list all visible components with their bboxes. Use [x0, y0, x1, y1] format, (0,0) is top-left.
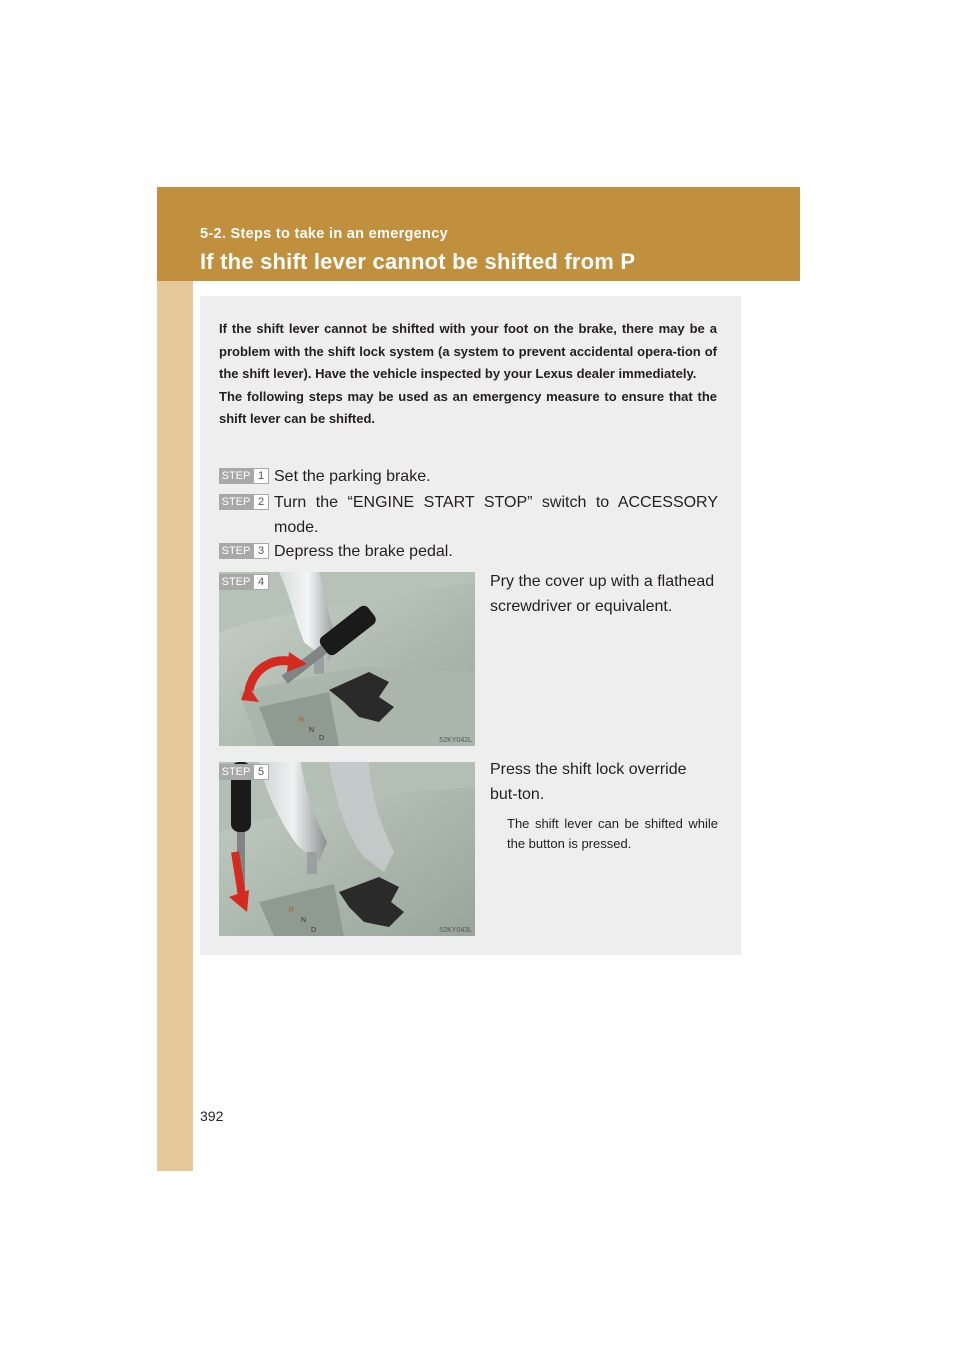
side-strip: [157, 281, 193, 1171]
step-3-text: Depress the brake pedal.: [274, 543, 453, 560]
intro-paragraph: If the shift lever cannot be shifted with your foot on the brake, there may be a problem with the shift lock system (a system to prevent accidental opera-tion of the shift lever). Have the vehicle inspected by your Lexus dealer immediately.: [219, 321, 717, 381]
step-label: STEP: [219, 543, 253, 559]
step-4-badge: [219, 574, 269, 590]
step-3-badge: [219, 543, 269, 559]
header-band: [157, 187, 800, 281]
step-1-text: Set the parking brake.: [274, 468, 431, 485]
step-number: 5: [253, 764, 269, 780]
step-number: 2: [253, 494, 269, 510]
section-heading: 5-2. Steps to take in an emergency: [200, 226, 448, 242]
step-label: STEP: [219, 764, 253, 780]
page-title: If the shift lever cannot be shifted from P: [200, 249, 636, 274]
step-2-badge: [219, 494, 269, 510]
content-box: [200, 296, 741, 955]
step-4-illustration: [219, 572, 475, 746]
image-code: 52KY042L: [439, 737, 472, 744]
step-number: 1: [253, 468, 269, 484]
step-1-badge: [219, 468, 269, 484]
intro-paragraph: The following steps may be used as an emergency measure to ensure that the shift lever can be shifted.: [219, 388, 717, 426]
step-5-note: The shift lever can be shifted while the button is pressed.: [507, 816, 718, 851]
image-code: 52KY043L: [439, 927, 472, 934]
step-label: STEP: [219, 468, 253, 484]
page-number: 392: [200, 1108, 224, 1124]
step-number: 4: [253, 574, 269, 590]
step-5-badge: [219, 764, 269, 780]
svg-text:R: R: [289, 907, 295, 914]
svg-text:D: D: [311, 927, 317, 934]
step-5-illustration: [219, 762, 475, 936]
step-5-text: Press the shift lock override but-ton.: [490, 761, 687, 803]
svg-text:D: D: [319, 735, 325, 742]
step-4-text: Pry the cover up with a flathead screwdriver or equivalent.: [490, 573, 715, 615]
step-2-text: Turn the “ENGINE START STOP” switch to ACCESSORY mode.: [274, 494, 718, 536]
svg-text:N: N: [301, 917, 307, 924]
intro-text: [219, 318, 717, 431]
step-number: 3: [253, 543, 269, 559]
svg-text:N: N: [309, 727, 315, 734]
step-label: STEP: [219, 574, 253, 590]
svg-text:R: R: [299, 717, 305, 724]
step-label: STEP: [219, 494, 253, 510]
